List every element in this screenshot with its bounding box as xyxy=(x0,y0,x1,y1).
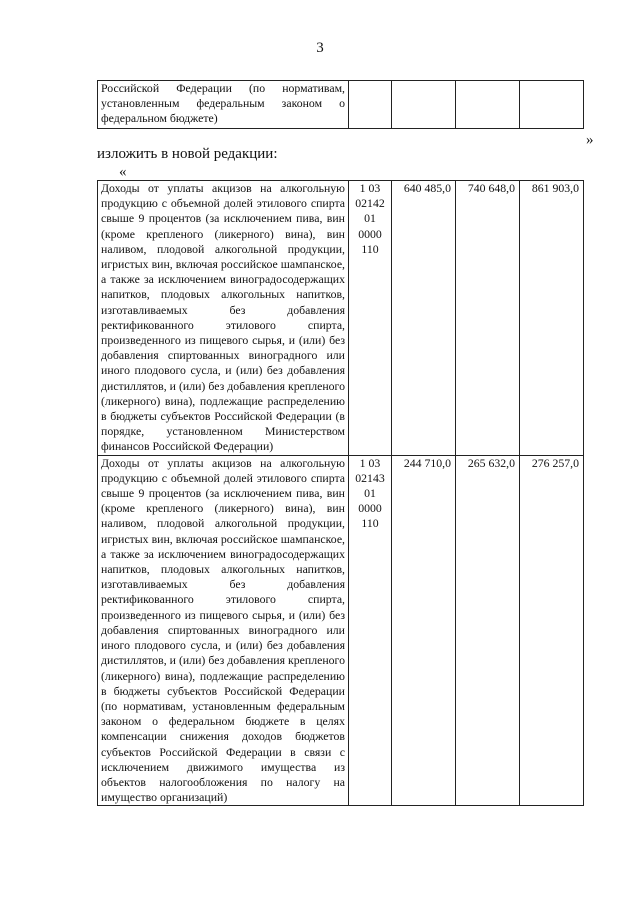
table-row xyxy=(98,455,584,806)
row-value-3: 276 257,0 xyxy=(520,455,584,806)
row-value-1 xyxy=(392,81,456,129)
opening-quote: « xyxy=(119,164,127,180)
row-code xyxy=(349,181,392,456)
closing-quote: » xyxy=(586,132,594,148)
row-value-2: 265 632,0 xyxy=(456,455,520,806)
code-part: 0000 xyxy=(358,501,382,516)
code-part: 1 03 xyxy=(359,181,381,195)
code-part: 110 xyxy=(361,516,379,531)
row-description: Доходы от уплаты акцизов на алкогольную продукцию с объемной долей этилового спирта свыше 9 процентов (за исключением пива, вин (кроме крепленого (ликерного) вина), вин наливом, плодовой алкогольной продукции, игристых вин, включая российское шампанское, а также за исключением виноградосодержащих напитков, плодовых алкогольных напитков, изготавливаемых без добавления ректификованного этилового спирта, произведенного из пищевого сырья, и (или) без добавления спиртованных виноградного или иного плодового сусла, и (или) без добавления дистиллятов, и (или) без добавления крепленого (ликерного) вина), подлежащие распределению в бюджеты субъектов Российской Федерации (по нормативам, установленным федеральным законом о федеральном бюджете в целях компенсации снижения доходов бюджетов субъектов Российской Федерации в связи с исключением движимого имущества из объектов налогообложения по налогу на имущество организаций) xyxy=(98,455,349,806)
code-part: 1 03 xyxy=(359,455,381,470)
row-value-3: 861 903,0 xyxy=(520,181,584,456)
revenue-table xyxy=(97,180,584,806)
row-code xyxy=(349,455,392,806)
code-part: 02142 xyxy=(355,196,385,211)
code-part: 01 xyxy=(364,211,376,226)
table-row xyxy=(98,181,584,456)
code-part: 02143 xyxy=(355,470,385,485)
code-part: 0000 xyxy=(358,226,382,241)
row-value-3 xyxy=(520,81,584,129)
row-description: Доходы от уплаты акцизов на алкогольную продукцию с объемной долей этилового спирта свыше 9 процентов (за исключением пива, вин (кроме крепленого (ликерного) вина), вин наливом, плодовой алкогольной продукции, игристых вин, включая российское шампанское, а также за исключением виноградосодержащих напитков, плодовых алкогольных напитков, изготавливаемых без добавления ректификованного этилового спирта, произведенного из пищевого сырья, и (или) без добавления спиртованных виноградного или иного плодового сусла, и (или) без добавления дистиллятов, и (или) без добавления крепленого (ликерного) вина), подлежащие распределению в бюджеты субъектов Российской Федерации (в порядке, установленном Министерством финансов Российской Федерации) xyxy=(98,181,349,456)
continued-table-fragment xyxy=(97,80,584,129)
row-value-2: 740 648,0 xyxy=(456,181,520,456)
row-value-1: 244 710,0 xyxy=(392,455,456,806)
row-code xyxy=(349,81,392,129)
table-row xyxy=(98,81,584,129)
row-value-2 xyxy=(456,81,520,129)
code-part: 110 xyxy=(361,241,379,256)
code-part: 01 xyxy=(364,486,376,501)
page-number: 3 xyxy=(316,40,324,56)
intro-text: изложить в новой редакции: xyxy=(97,146,278,162)
row-description: Российской Федерации (по нормативам, установленным федеральным законом о федеральном бюджете) xyxy=(98,81,349,129)
row-value-1: 640 485,0 xyxy=(392,181,456,456)
